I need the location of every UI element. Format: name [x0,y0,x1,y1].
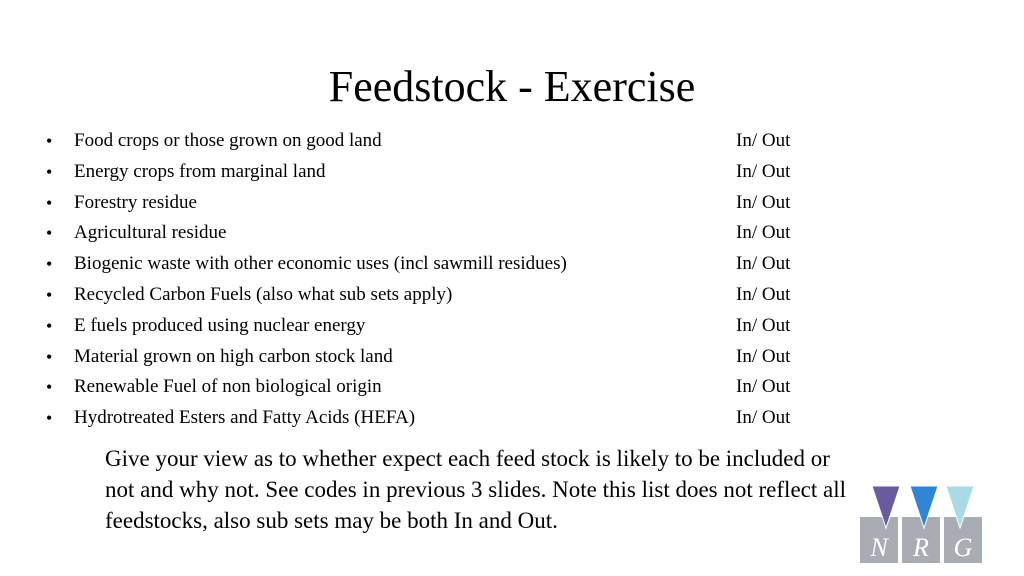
feedstock-item [40,126,830,157]
bullet-icon: • [46,254,53,275]
feedstock-item-text: Renewable Fuel of non biological origin [74,376,382,398]
bullet-icon: • [46,223,53,244]
logo-letter-g: G [953,533,973,562]
feedstock-item-text: Material grown on high carbon stock land [74,345,393,367]
feedstock-item-text: Energy crops from marginal land [74,160,326,182]
feedstock-item [40,157,830,188]
feedstock-item-choice: In/ Out [736,314,791,336]
feedstock-item-text: Food crops or those grown on good land [74,130,382,151]
feedstock-item-choice: In/ Out [736,191,791,213]
feedstock-item-text: E fuels produced using nuclear energy [74,314,366,336]
feedstock-item [40,372,830,403]
bullet-icon: • [46,377,53,398]
feedstock-item-choice: In/ Out [736,376,791,398]
feedstock-item-choice: In/ Out [736,253,791,275]
feedstock-item [40,342,830,373]
feedstock-item [40,249,830,280]
feedstock-item-choice: In/ Out [736,222,791,244]
feedstock-item [40,218,830,249]
feedstock-item [40,188,830,219]
feedstock-item-choice: In/ Out [736,407,791,429]
feedstock-item-text: Biogenic waste with other economic uses (incl sawmill residues) [74,253,567,275]
feedstock-item-text: Hydrotreated Esters and Fatty Acids (HEFA) [74,407,416,429]
bullet-icon: • [46,315,53,336]
feedstock-item-choice: In/ Out [736,345,791,367]
feedstock-item [40,280,830,311]
bullet-icon: • [46,346,53,367]
bullet-icon: • [46,192,53,213]
nrg-logo [858,484,984,566]
slide-title: Feedstock - Exercise [328,62,696,111]
instruction-note: Give your view as to whether expect each feed stock is likely to be included or not and why not. See codes in previous 3 slides. Note this list does not reflect all feedstocks, also sub sets may be both In and Out. [105,446,846,533]
feedstock-item-choice: In/ Out [736,130,791,151]
feedstock-item-text: Recycled Carbon Fuels (also what sub sets apply) [74,283,453,305]
feedstock-list [40,126,830,434]
feedstock-item-text: Forestry residue [74,191,197,213]
feedstock-item [40,311,830,342]
feedstock-item-choice: In/ Out [736,160,791,182]
logo-letter-n: N [870,533,888,562]
bullet-icon: • [46,161,53,182]
feedstock-item-choice: In/ Out [736,283,791,305]
bullet-icon: • [46,284,53,305]
feedstock-item-text: Agricultural residue [74,222,227,244]
logo-letter-r: R [913,533,929,562]
bullet-icon: • [46,131,53,151]
bullet-icon: • [46,408,53,429]
feedstock-item [40,403,830,434]
